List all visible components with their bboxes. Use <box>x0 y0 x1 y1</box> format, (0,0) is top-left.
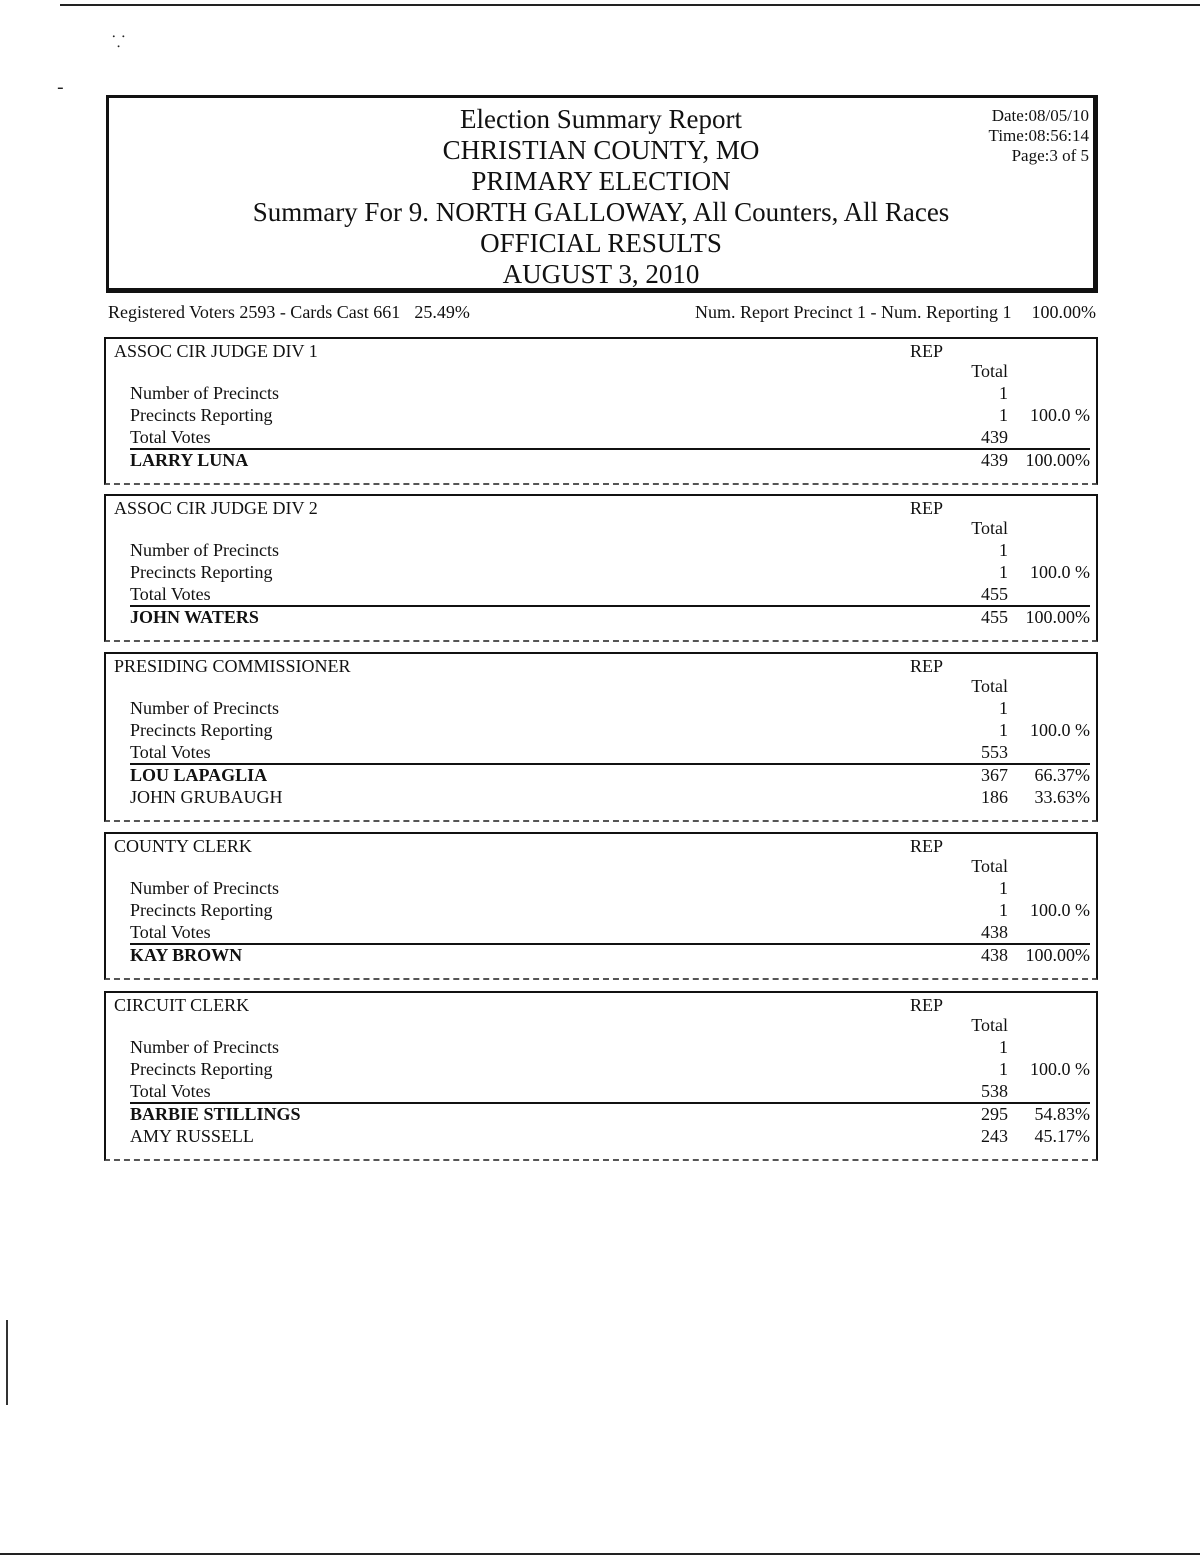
precincts-reporting-row-label: Precincts Reporting <box>130 900 273 920</box>
number-of-precincts-row <box>130 698 1090 720</box>
party-label: REP <box>910 656 944 676</box>
race-title: PRESIDING COMMISSIONER <box>114 656 351 676</box>
total-votes-row-value: 439 <box>981 427 1008 447</box>
candidate-row-value: 438 <box>981 945 1008 965</box>
precincts-reporting-row <box>130 1059 1090 1081</box>
precinct-reporting-summary <box>695 302 1096 323</box>
total-votes-row <box>130 1081 1090 1103</box>
candidate-row <box>130 607 1090 629</box>
precincts-reporting-row-value: 1 <box>999 1059 1008 1079</box>
candidate-row-label: BARBIE STILLINGS <box>130 1104 301 1124</box>
total-votes-row-label: Total Votes <box>130 1081 211 1101</box>
candidate-row-label: LOU LAPAGLIA <box>130 765 268 785</box>
candidate-row <box>130 1104 1090 1126</box>
total-column-header: Total <box>971 676 1008 696</box>
precincts-reporting-row-percent: 100.0 % <box>1030 405 1090 425</box>
number-of-precincts-row <box>130 383 1090 405</box>
race-block <box>104 991 1098 1161</box>
registered-voters-summary <box>108 302 470 323</box>
results-status: OFFICIAL RESULTS <box>480 228 722 258</box>
total-votes-row-label: Total Votes <box>130 922 211 942</box>
party-label: REP <box>910 995 944 1015</box>
report-meta <box>989 106 1089 166</box>
candidate-row-value: 295 <box>981 1104 1008 1124</box>
report-title-block <box>109 104 1093 290</box>
party-label: REP <box>910 341 944 361</box>
precincts-reporting-row-label: Precincts Reporting <box>130 1059 273 1079</box>
number-of-precincts-row-label: Number of Precincts <box>130 698 279 718</box>
candidate-row-percent: 100.00% <box>1025 607 1090 627</box>
candidate-row <box>130 787 1090 809</box>
precincts-reporting-row-percent: 100.0 % <box>1030 720 1090 740</box>
candidate-row-label: JOHN GRUBAUGH <box>130 787 283 807</box>
total-column-header: Total <box>971 856 1008 876</box>
candidate-row-value: 367 <box>981 765 1008 785</box>
registered-voters-text: Registered Voters 2593 - Cards Cast 661 <box>108 302 401 322</box>
candidate-row-label: LARRY LUNA <box>130 450 249 470</box>
party-label: REP <box>910 836 944 856</box>
precincts-reporting-row-percent: 100.0 % <box>1030 562 1090 582</box>
party-label: REP <box>910 498 944 518</box>
number-of-precincts-row-value: 1 <box>999 878 1008 898</box>
race-title: CIRCUIT CLERK <box>114 995 250 1015</box>
total-votes-row <box>130 584 1090 606</box>
candidate-row-label: KAY BROWN <box>130 945 243 965</box>
number-of-precincts-row-value: 1 <box>999 383 1008 403</box>
report-time: Time:08:56:14 <box>988 126 1089 145</box>
number-of-precincts-row-value: 1 <box>999 540 1008 560</box>
precincts-reporting-row-value: 1 <box>999 405 1008 425</box>
total-votes-row <box>130 427 1090 449</box>
turnout-percent: 25.49% <box>414 302 470 322</box>
race-title: ASSOC CIR JUDGE DIV 1 <box>114 341 318 361</box>
county-name: CHRISTIAN COUNTY, MO <box>442 135 760 165</box>
candidate-row-percent: 54.83% <box>1034 1104 1090 1124</box>
race-block <box>104 337 1098 485</box>
precincts-reporting-row <box>130 900 1090 922</box>
precinct-reporting-percent: 100.00% <box>1031 302 1096 322</box>
precincts-reporting-row-label: Precincts Reporting <box>130 720 273 740</box>
precincts-reporting-row-value: 1 <box>999 900 1008 920</box>
number-of-precincts-row <box>130 540 1090 562</box>
total-votes-row-label: Total Votes <box>130 584 211 604</box>
candidate-row-label: AMY RUSSELL <box>130 1126 254 1146</box>
candidate-row <box>130 1126 1090 1148</box>
candidate-row-percent: 100.00% <box>1025 945 1090 965</box>
race-title: COUNTY CLERK <box>114 836 252 856</box>
candidate-row <box>130 765 1090 787</box>
scan-edge-top <box>60 4 1200 6</box>
report-header <box>106 95 1098 293</box>
precinct-reporting-text: Num. Report Precinct 1 - Num. Reporting 1 <box>695 302 1012 322</box>
scan-edge-bottom <box>0 1553 1200 1555</box>
report-title: Election Summary Report <box>460 104 742 134</box>
total-votes-row-value: 438 <box>981 922 1008 942</box>
number-of-precincts-row-label: Number of Precincts <box>130 540 279 560</box>
precinct-summary-title: Summary For 9. NORTH GALLOWAY, All Counters, All Races <box>252 197 950 227</box>
candidate-row <box>130 945 1090 967</box>
precincts-reporting-row-label: Precincts Reporting <box>130 562 273 582</box>
candidate-row-label: JOHN WATERS <box>130 607 259 627</box>
number-of-precincts-row-label: Number of Precincts <box>130 1037 279 1057</box>
election-date: AUGUST 3, 2010 <box>502 259 700 289</box>
total-votes-row-label: Total Votes <box>130 427 211 447</box>
scan-edge-left <box>6 1320 8 1405</box>
race-block <box>104 832 1098 980</box>
race-block <box>104 494 1098 642</box>
total-votes-row-value: 553 <box>981 742 1008 762</box>
precincts-reporting-row-value: 1 <box>999 562 1008 582</box>
candidate-row-percent: 100.00% <box>1025 450 1090 470</box>
total-votes-row <box>130 742 1090 764</box>
number-of-precincts-row-label: Number of Precincts <box>130 878 279 898</box>
total-votes-row-label: Total Votes <box>130 742 211 762</box>
precincts-reporting-row-percent: 100.0 % <box>1030 900 1090 920</box>
scan-speck-mark: ـ <box>58 76 63 93</box>
race-title: ASSOC CIR JUDGE DIV 2 <box>114 498 318 518</box>
candidate-row-value: 439 <box>981 450 1008 470</box>
total-column-header: Total <box>971 1015 1008 1035</box>
number-of-precincts-row-value: 1 <box>999 1037 1008 1057</box>
precincts-reporting-row <box>130 720 1090 742</box>
precincts-reporting-row <box>130 405 1090 427</box>
total-column-header: Total <box>971 518 1008 538</box>
number-of-precincts-row-value: 1 <box>999 698 1008 718</box>
total-votes-row-value: 538 <box>981 1081 1008 1101</box>
number-of-precincts-row <box>130 878 1090 900</box>
total-votes-row-value: 455 <box>981 584 1008 604</box>
candidate-row-percent: 33.63% <box>1034 787 1090 807</box>
race-block <box>104 652 1098 822</box>
scan-speck-mark: ⸪ <box>112 34 126 51</box>
report-date: Date:08/05/10 <box>991 106 1089 125</box>
candidate-row-value: 455 <box>981 607 1008 627</box>
candidate-row-percent: 45.17% <box>1034 1126 1090 1146</box>
candidate-row <box>130 450 1090 472</box>
total-votes-row <box>130 922 1090 944</box>
page-number: Page:3 of 5 <box>1011 146 1089 165</box>
precincts-reporting-row-value: 1 <box>999 720 1008 740</box>
candidate-row-value: 186 <box>981 787 1008 807</box>
total-column-header: Total <box>971 361 1008 381</box>
number-of-precincts-row-label: Number of Precincts <box>130 383 279 403</box>
precincts-reporting-row <box>130 562 1090 584</box>
precincts-reporting-row-label: Precincts Reporting <box>130 405 273 425</box>
precincts-reporting-row-percent: 100.0 % <box>1030 1059 1090 1079</box>
number-of-precincts-row <box>130 1037 1090 1059</box>
candidate-row-value: 243 <box>981 1126 1008 1146</box>
candidate-row-percent: 66.37% <box>1034 765 1090 785</box>
election-name: PRIMARY ELECTION <box>471 166 731 196</box>
